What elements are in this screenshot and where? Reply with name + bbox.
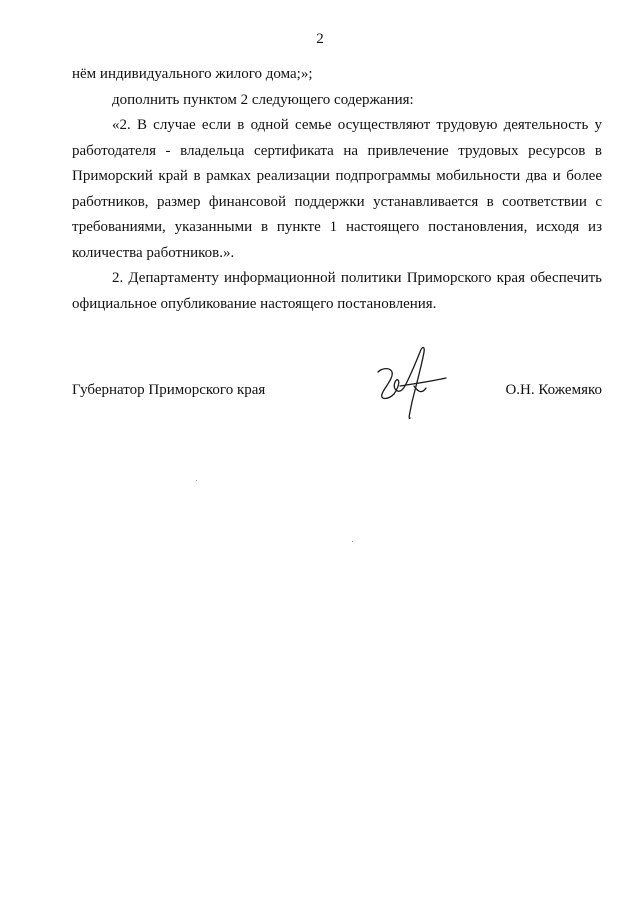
paragraph-amendment-intro: дополнить пунктом 2 следующего содержания: <box>112 91 414 108</box>
paragraph-publication: 2. Департаменту информационной политики Приморского края обеспечить официальное опубликование настоящего постановления. <box>72 270 602 312</box>
signature-block <box>72 382 602 406</box>
page-number: 2 <box>316 31 324 47</box>
paragraph-amendment-text: «2. В случае если в одной семье осуществляют трудовую деятельность у работодателя - владельца сертификата на привлечение трудовых ресурсов в Приморский край в рамках реализации подпрограммы мобильности два и более работников, размер финансовой поддержки устанавливается в соответствии с требованиями, указанными в пункте 1 настоящего постановления, исходя из количества работников.». <box>72 117 602 261</box>
paragraph-continuation: нём индивидуального жилого дома;»; <box>72 66 313 82</box>
scan-speck <box>352 541 353 542</box>
document-body <box>72 62 602 317</box>
scan-speck <box>196 480 197 481</box>
signatory-title: Губернатор Приморского края <box>72 382 266 398</box>
signatory-name: О.Н. Кожемяко <box>505 382 602 398</box>
